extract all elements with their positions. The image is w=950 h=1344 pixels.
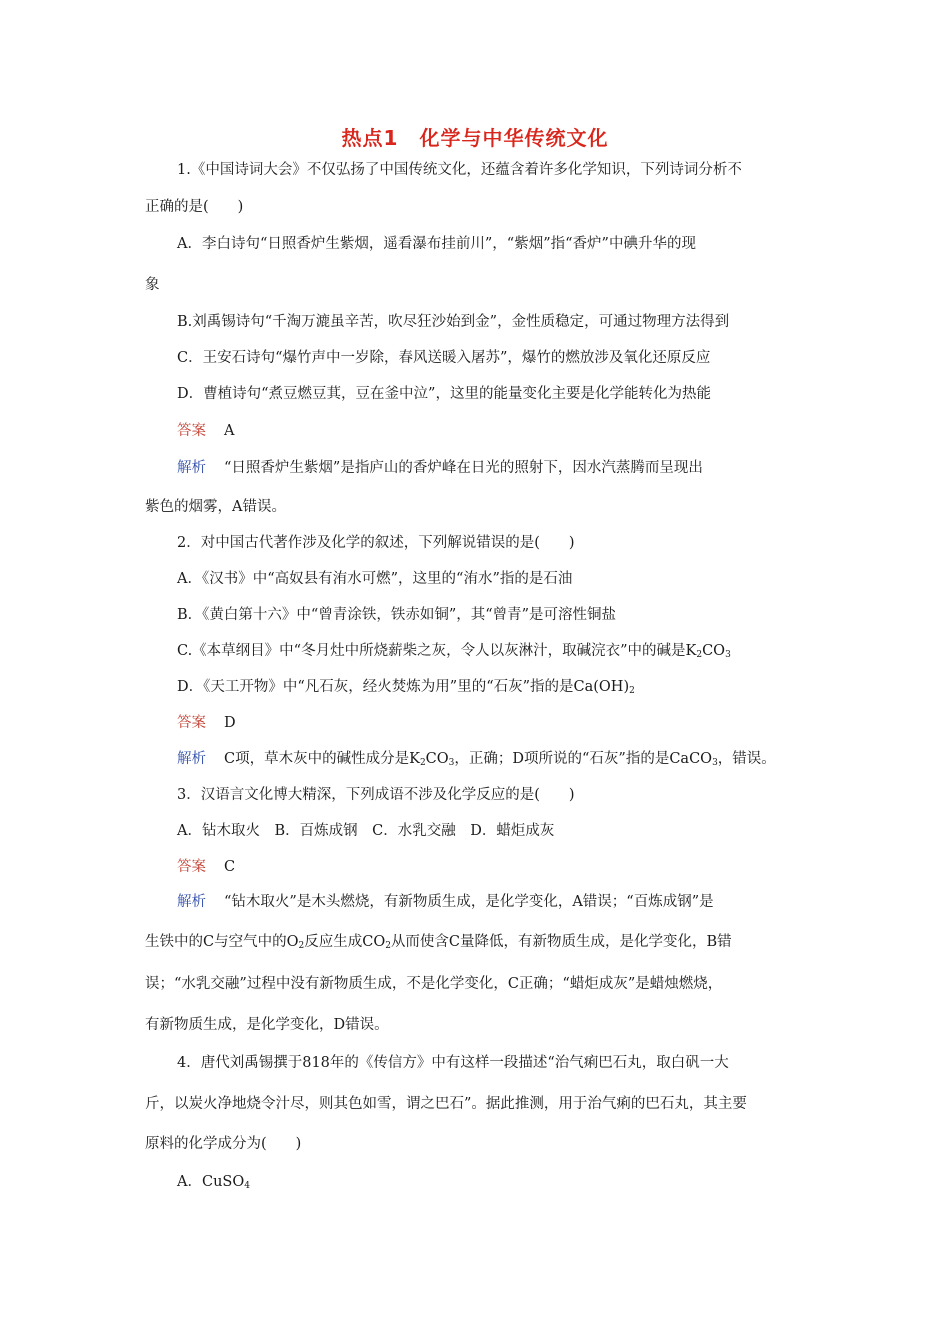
q3-analysis-line-2 [145, 932, 732, 952]
q4-option-a-text: A．CuSO [177, 1174, 245, 1190]
q1-stem-line-1: 1.《中国诗词大会》不仅弘扬了中国传统文化，还蕴含着许多化学知识，下列诗词分析不 [177, 162, 742, 178]
answer-label: 答案 [177, 859, 206, 875]
q3-analysis-line-3: 误；“水乳交融”过程中没有新物质生成，不是化学变化，C正确；“蜡炬成灰”是蜡烛燃烧， [145, 976, 723, 992]
q1-answer [177, 421, 234, 441]
q2-option-d [177, 677, 635, 697]
q1-analysis-line-2: 紫色的烟雾，A错误。 [145, 499, 286, 515]
q1-analysis-line-1 [177, 458, 703, 478]
q1-option-c: C．王安石诗句“爆竹声中一岁除，春风送暖入屠苏”，爆竹的燃放涉及氧化还原反应 [177, 350, 711, 366]
subscript: 4 [244, 1181, 250, 1191]
subscript: 2 [419, 758, 426, 768]
q2-option-b: B．《黄白第十六》中“曾青涂铁，铁赤如铜”，其“曾青”是可溶性铜盐 [177, 607, 617, 623]
subscript: 3 [725, 650, 731, 660]
q4-stem-line-3: 原料的化学成分为( ) [145, 1136, 302, 1152]
subscript: 2 [629, 686, 635, 696]
answer-label: 答案 [177, 715, 206, 731]
q2-analysis-text: C项，草木灰中的碱性成分是K [224, 751, 420, 767]
q2-analysis-text: ，正确；D项所说的“石灰”指的是CaCO [454, 751, 713, 767]
q1-answer-value: A [224, 423, 235, 439]
analysis-label: 解析 [177, 894, 206, 910]
q3-analysis-text: 生铁中的C与空气中的O [145, 934, 299, 950]
q2-analysis-text: ，错误。 [717, 751, 776, 767]
q2-option-d-text: D．《天工开物》中“凡石灰，经火焚炼为用”里的“石灰”指的是Ca(OH) [177, 679, 630, 695]
q2-option-c-formula: CO [702, 643, 726, 659]
q2-option-a: A．《汉书》中“高奴县有洧水可燃”，这里的“洧水”指的是石油 [177, 571, 573, 587]
q2-analysis [177, 749, 776, 769]
subscript: 2 [696, 650, 703, 660]
q1-option-d: D．曹植诗句“煮豆燃豆萁，豆在釜中泣”，这里的能量变化主要是化学能转化为热能 [177, 386, 711, 402]
q3-stem: 3．汉语言文化博大精深，下列成语不涉及化学反应的是( ) [177, 787, 575, 803]
q2-analysis-text: CO [425, 751, 449, 767]
q3-answer-value: C [224, 859, 236, 875]
q4-option-a [177, 1172, 250, 1192]
analysis-label: 解析 [177, 751, 206, 767]
page-title: 热点1 化学与中华传统文化 [341, 126, 609, 150]
subscript: 2 [298, 941, 305, 951]
subscript: 3 [712, 758, 718, 768]
q2-stem: 2．对中国古代著作涉及化学的叙述，下列解说错误的是( ) [177, 535, 575, 551]
q1-option-a-line-2: 象 [145, 277, 160, 293]
q2-answer [177, 713, 236, 733]
q3-analysis-text: 从而使含C量降低，有新物质生成，是化学变化，B错 [390, 934, 732, 950]
q2-option-c-text: C.《本草纲目》中“冬月灶中所烧薪柴之灰，令人以灰淋汁，取碱浣衣”中的碱是K [177, 643, 697, 659]
q3-analysis-line-1 [177, 892, 714, 912]
q4-stem-line-1: 4．唐代刘禹锡撰于818年的《传信方》中有这样一段描述“治气痢巴石丸，取白矾一大 [177, 1055, 729, 1071]
q3-analysis-text: 反应生成CO [304, 934, 386, 950]
q1-analysis-text-1: “日照香炉生紫烟”是指庐山的香炉峰在日光的照射下，因水汽蒸腾而呈现出 [224, 460, 703, 476]
q3-options: A．钻木取火 B．百炼成钢 C．水乳交融 D．蜡炬成灰 [177, 823, 555, 839]
q3-answer [177, 857, 235, 877]
q3-analysis-line-4: 有新物质生成，是化学变化，D错误。 [145, 1017, 389, 1033]
subscript: 3 [448, 758, 455, 768]
subscript: 2 [385, 941, 391, 951]
q4-stem-line-2: 斤，以炭火净地烧令汁尽，则其色如雪，谓之巴石”。据此推测，用于治气痢的巴石丸，其主要 [145, 1096, 747, 1112]
analysis-label: 解析 [177, 460, 206, 476]
q2-answer-value: D [224, 715, 236, 731]
q1-stem-line-2: 正确的是( ) [145, 199, 244, 215]
q1-option-b: B.刘禹锡诗句“千淘万漉虽辛苦，吹尽狂沙始到金”，金性质稳定，可通过物理方法得到 [177, 314, 730, 330]
q1-option-a-line-1: A．李白诗句“日照香炉生紫烟，遥看瀑布挂前川”，“紫烟”指“香炉”中碘升华的现 [177, 236, 696, 252]
answer-label: 答案 [177, 423, 206, 439]
q2-option-c [177, 641, 731, 661]
q3-analysis-text-1: “钻木取火”是木头燃烧，有新物质生成，是化学变化，A错误；“百炼成钢”是 [224, 894, 714, 910]
